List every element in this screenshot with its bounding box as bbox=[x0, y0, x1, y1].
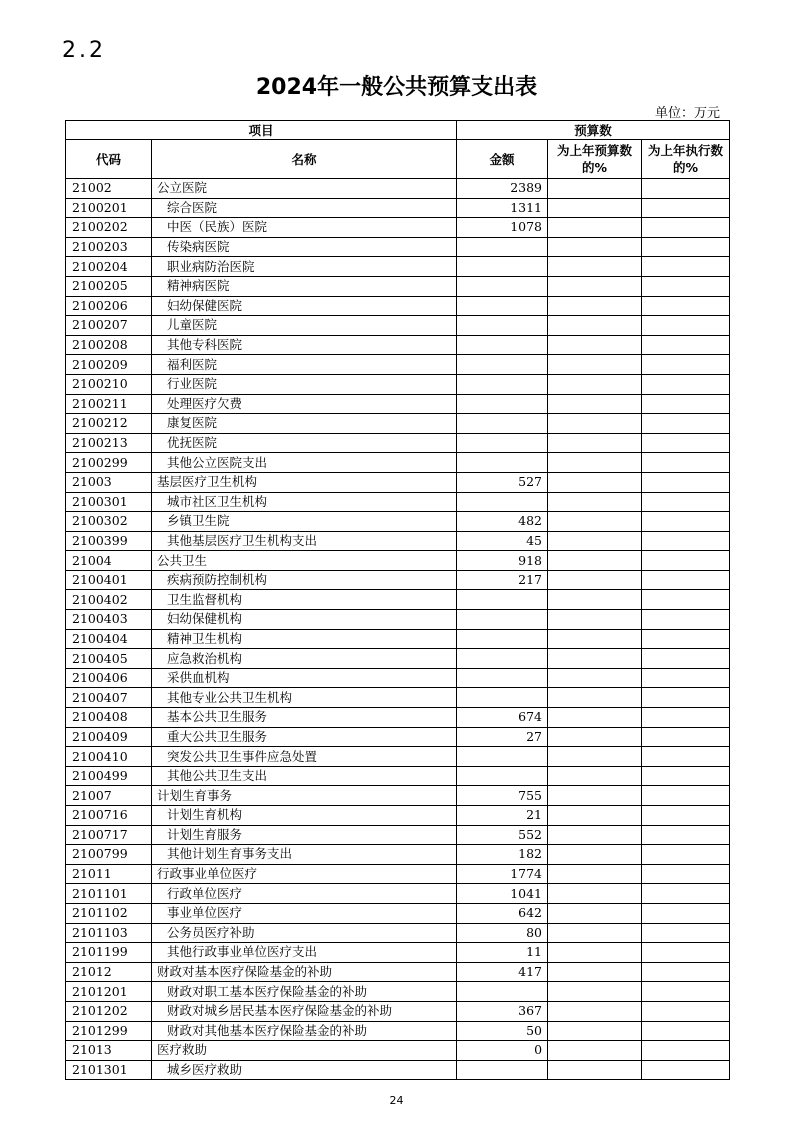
row-code: 21011 bbox=[66, 864, 152, 884]
row-amount bbox=[457, 610, 548, 630]
table-row bbox=[66, 1060, 730, 1080]
row-pct-prev-exec bbox=[642, 1060, 730, 1080]
row-amount: 11 bbox=[457, 943, 548, 963]
row-pct-prev-budget bbox=[548, 1001, 642, 1021]
row-pct-prev-budget bbox=[548, 668, 642, 688]
table-row bbox=[66, 688, 730, 708]
row-name: 财政对其他基本医疗保险基金的补助 bbox=[152, 1021, 457, 1041]
row-name: 计划生育服务 bbox=[152, 825, 457, 845]
row-code: 2100207 bbox=[66, 316, 152, 336]
row-pct-prev-exec bbox=[642, 551, 730, 571]
row-amount: 80 bbox=[457, 923, 548, 943]
row-code: 21004 bbox=[66, 551, 152, 571]
row-name: 医疗救助 bbox=[152, 1041, 457, 1061]
row-amount: 1774 bbox=[457, 864, 548, 884]
table-row bbox=[66, 316, 730, 336]
row-name: 行业医院 bbox=[152, 374, 457, 394]
row-amount bbox=[457, 747, 548, 767]
row-pct-prev-exec bbox=[642, 629, 730, 649]
row-code: 2100406 bbox=[66, 668, 152, 688]
row-pct-prev-budget bbox=[548, 355, 642, 375]
row-name: 计划生育事务 bbox=[152, 786, 457, 806]
table-row bbox=[66, 237, 730, 257]
row-amount bbox=[457, 590, 548, 610]
row-name: 精神卫生机构 bbox=[152, 629, 457, 649]
row-code: 2100213 bbox=[66, 433, 152, 453]
row-pct-prev-budget bbox=[548, 649, 642, 669]
row-pct-prev-exec bbox=[642, 296, 730, 316]
row-amount: 1041 bbox=[457, 884, 548, 904]
table-row bbox=[66, 179, 730, 199]
table-row bbox=[66, 727, 730, 747]
row-pct-prev-budget bbox=[548, 884, 642, 904]
table-row bbox=[66, 394, 730, 414]
row-amount: 527 bbox=[457, 472, 548, 492]
row-pct-prev-budget bbox=[548, 433, 642, 453]
row-name: 计划生育机构 bbox=[152, 806, 457, 826]
table-row bbox=[66, 414, 730, 434]
header-pct-prev-exec: 为上年执行数的% bbox=[642, 140, 730, 179]
row-pct-prev-budget bbox=[548, 864, 642, 884]
row-code: 21002 bbox=[66, 179, 152, 199]
table-row bbox=[66, 982, 730, 1002]
row-code: 2100212 bbox=[66, 414, 152, 434]
row-name: 处理医疗欠费 bbox=[152, 394, 457, 414]
row-amount bbox=[457, 414, 548, 434]
table-row bbox=[66, 590, 730, 610]
row-amount: 2389 bbox=[457, 179, 548, 199]
row-pct-prev-exec bbox=[642, 355, 730, 375]
row-code: 2101299 bbox=[66, 1021, 152, 1041]
row-pct-prev-budget bbox=[548, 1060, 642, 1080]
table-row bbox=[66, 766, 730, 786]
row-pct-prev-budget bbox=[548, 472, 642, 492]
row-pct-prev-budget bbox=[548, 316, 642, 336]
row-pct-prev-exec bbox=[642, 1001, 730, 1021]
row-name: 中医（民族）医院 bbox=[152, 218, 457, 238]
row-pct-prev-budget bbox=[548, 551, 642, 571]
table-row bbox=[66, 825, 730, 845]
row-code: 2100205 bbox=[66, 276, 152, 296]
row-amount bbox=[457, 668, 548, 688]
row-pct-prev-exec bbox=[642, 472, 730, 492]
row-name: 应急救治机构 bbox=[152, 649, 457, 669]
table-row bbox=[66, 531, 730, 551]
header-amount: 金额 bbox=[457, 140, 548, 179]
header-code: 代码 bbox=[66, 140, 152, 179]
row-pct-prev-budget bbox=[548, 962, 642, 982]
table-row bbox=[66, 845, 730, 865]
row-name: 财政对城乡居民基本医疗保险基金的补助 bbox=[152, 1001, 457, 1021]
row-pct-prev-exec bbox=[642, 276, 730, 296]
table-row bbox=[66, 806, 730, 826]
table-row bbox=[66, 335, 730, 355]
row-code: 2100402 bbox=[66, 590, 152, 610]
row-name: 公务员医疗补助 bbox=[152, 923, 457, 943]
table-row bbox=[66, 218, 730, 238]
row-pct-prev-budget bbox=[548, 943, 642, 963]
row-amount: 417 bbox=[457, 962, 548, 982]
table-row bbox=[66, 276, 730, 296]
row-amount bbox=[457, 257, 548, 277]
row-code: 2101301 bbox=[66, 1060, 152, 1080]
row-name: 疾病预防控制机构 bbox=[152, 570, 457, 590]
row-pct-prev-exec bbox=[642, 923, 730, 943]
row-name: 突发公共卫生事件应急处置 bbox=[152, 747, 457, 767]
row-pct-prev-exec bbox=[642, 335, 730, 355]
row-code: 2100799 bbox=[66, 845, 152, 865]
row-pct-prev-budget bbox=[548, 786, 642, 806]
row-amount bbox=[457, 296, 548, 316]
row-pct-prev-budget bbox=[548, 590, 642, 610]
table-row bbox=[66, 296, 730, 316]
table-row bbox=[66, 492, 730, 512]
row-name: 其他行政事业单位医疗支出 bbox=[152, 943, 457, 963]
row-code: 2101101 bbox=[66, 884, 152, 904]
row-pct-prev-budget bbox=[548, 257, 642, 277]
table-row bbox=[66, 786, 730, 806]
row-amount bbox=[457, 276, 548, 296]
row-pct-prev-budget bbox=[548, 512, 642, 532]
row-pct-prev-budget bbox=[548, 1041, 642, 1061]
row-pct-prev-exec bbox=[642, 316, 730, 336]
row-pct-prev-exec bbox=[642, 1041, 730, 1061]
table-row bbox=[66, 747, 730, 767]
row-code: 2100302 bbox=[66, 512, 152, 532]
section-number: 2.2 bbox=[62, 38, 106, 63]
row-pct-prev-budget bbox=[548, 218, 642, 238]
table-row bbox=[66, 257, 730, 277]
row-name: 精神病医院 bbox=[152, 276, 457, 296]
row-code: 2100399 bbox=[66, 531, 152, 551]
table-row bbox=[66, 864, 730, 884]
row-pct-prev-exec bbox=[642, 943, 730, 963]
row-name: 事业单位医疗 bbox=[152, 903, 457, 923]
row-code: 2101201 bbox=[66, 982, 152, 1002]
table-row bbox=[66, 551, 730, 571]
row-code: 2100206 bbox=[66, 296, 152, 316]
row-amount: 918 bbox=[457, 551, 548, 571]
row-name: 城乡医疗救助 bbox=[152, 1060, 457, 1080]
row-name: 采供血机构 bbox=[152, 668, 457, 688]
table-row bbox=[66, 1001, 730, 1021]
header-pct-prev-budget: 为上年预算数的% bbox=[548, 140, 642, 179]
row-pct-prev-exec bbox=[642, 903, 730, 923]
row-pct-prev-exec bbox=[642, 884, 730, 904]
unit-label: 单位：万元 bbox=[654, 106, 720, 121]
row-pct-prev-budget bbox=[548, 570, 642, 590]
row-code: 2101202 bbox=[66, 1001, 152, 1021]
row-amount: 552 bbox=[457, 825, 548, 845]
row-amount bbox=[457, 629, 548, 649]
table-row bbox=[66, 355, 730, 375]
row-pct-prev-exec bbox=[642, 492, 730, 512]
row-amount bbox=[457, 335, 548, 355]
row-amount: 27 bbox=[457, 727, 548, 747]
row-amount: 182 bbox=[457, 845, 548, 865]
row-name: 乡镇卫生院 bbox=[152, 512, 457, 532]
row-pct-prev-exec bbox=[642, 394, 730, 414]
row-pct-prev-exec bbox=[642, 374, 730, 394]
row-amount bbox=[457, 374, 548, 394]
row-name: 康复医院 bbox=[152, 414, 457, 434]
row-name: 财政对职工基本医疗保险基金的补助 bbox=[152, 982, 457, 1002]
row-code: 2100203 bbox=[66, 237, 152, 257]
table-row bbox=[66, 884, 730, 904]
row-name: 行政单位医疗 bbox=[152, 884, 457, 904]
row-amount: 642 bbox=[457, 903, 548, 923]
row-pct-prev-exec bbox=[642, 198, 730, 218]
row-pct-prev-exec bbox=[642, 218, 730, 238]
row-amount: 0 bbox=[457, 1041, 548, 1061]
table-row bbox=[66, 903, 730, 923]
row-code: 2100716 bbox=[66, 806, 152, 826]
row-pct-prev-budget bbox=[548, 394, 642, 414]
row-pct-prev-exec bbox=[642, 982, 730, 1002]
row-pct-prev-exec bbox=[642, 590, 730, 610]
table-row bbox=[66, 629, 730, 649]
row-amount bbox=[457, 1060, 548, 1080]
row-code: 2100209 bbox=[66, 355, 152, 375]
row-pct-prev-exec bbox=[642, 962, 730, 982]
row-code: 2100408 bbox=[66, 708, 152, 728]
row-amount: 1311 bbox=[457, 198, 548, 218]
row-pct-prev-exec bbox=[642, 237, 730, 257]
row-amount: 367 bbox=[457, 1001, 548, 1021]
table-row bbox=[66, 374, 730, 394]
table-row bbox=[66, 962, 730, 982]
row-pct-prev-budget bbox=[548, 903, 642, 923]
row-pct-prev-exec bbox=[642, 610, 730, 630]
row-pct-prev-exec bbox=[642, 786, 730, 806]
row-amount bbox=[457, 237, 548, 257]
row-pct-prev-exec bbox=[642, 688, 730, 708]
table-body bbox=[66, 179, 730, 1080]
row-pct-prev-exec bbox=[642, 727, 730, 747]
table-row bbox=[66, 923, 730, 943]
row-amount: 1078 bbox=[457, 218, 548, 238]
row-pct-prev-budget bbox=[548, 1021, 642, 1041]
row-name: 其他专科医院 bbox=[152, 335, 457, 355]
header-budget: 预算数 bbox=[457, 121, 730, 140]
budget-table bbox=[65, 120, 730, 1080]
row-pct-prev-budget bbox=[548, 982, 642, 1002]
row-code: 2100401 bbox=[66, 570, 152, 590]
row-pct-prev-exec bbox=[642, 257, 730, 277]
row-amount bbox=[457, 688, 548, 708]
row-amount bbox=[457, 766, 548, 786]
row-amount bbox=[457, 982, 548, 1002]
row-pct-prev-exec bbox=[642, 845, 730, 865]
page-title: 2024年一般公共预算支出表 bbox=[255, 75, 538, 100]
row-code: 2101102 bbox=[66, 903, 152, 923]
table-row bbox=[66, 472, 730, 492]
row-name: 妇幼保健机构 bbox=[152, 610, 457, 630]
row-code: 2100407 bbox=[66, 688, 152, 708]
row-pct-prev-budget bbox=[548, 727, 642, 747]
row-name: 卫生监督机构 bbox=[152, 590, 457, 610]
row-pct-prev-budget bbox=[548, 492, 642, 512]
row-name: 公共卫生 bbox=[152, 551, 457, 571]
row-code: 2100403 bbox=[66, 610, 152, 630]
row-pct-prev-exec bbox=[642, 531, 730, 551]
row-code: 21003 bbox=[66, 472, 152, 492]
row-amount bbox=[457, 433, 548, 453]
row-code: 2100202 bbox=[66, 218, 152, 238]
row-name: 优抚医院 bbox=[152, 433, 457, 453]
row-pct-prev-budget bbox=[548, 825, 642, 845]
row-pct-prev-budget bbox=[548, 766, 642, 786]
row-pct-prev-budget bbox=[548, 276, 642, 296]
row-pct-prev-exec bbox=[642, 512, 730, 532]
row-name: 综合医院 bbox=[152, 198, 457, 218]
row-pct-prev-exec bbox=[642, 766, 730, 786]
row-code: 21013 bbox=[66, 1041, 152, 1061]
row-code: 2100211 bbox=[66, 394, 152, 414]
row-pct-prev-budget bbox=[548, 747, 642, 767]
row-code: 2100405 bbox=[66, 649, 152, 669]
table-row bbox=[66, 649, 730, 669]
row-code: 2100404 bbox=[66, 629, 152, 649]
row-pct-prev-exec bbox=[642, 179, 730, 199]
row-code: 2100210 bbox=[66, 374, 152, 394]
row-amount: 45 bbox=[457, 531, 548, 551]
row-name: 基本公共卫生服务 bbox=[152, 708, 457, 728]
row-name: 城市社区卫生机构 bbox=[152, 492, 457, 512]
row-pct-prev-exec bbox=[642, 668, 730, 688]
row-name: 传染病医院 bbox=[152, 237, 457, 257]
row-code: 2100208 bbox=[66, 335, 152, 355]
row-amount bbox=[457, 355, 548, 375]
table-row bbox=[66, 708, 730, 728]
row-name: 基层医疗卫生机构 bbox=[152, 472, 457, 492]
row-code: 2100717 bbox=[66, 825, 152, 845]
row-code: 21007 bbox=[66, 786, 152, 806]
row-pct-prev-budget bbox=[548, 296, 642, 316]
row-pct-prev-budget bbox=[548, 374, 642, 394]
row-name: 行政事业单位医疗 bbox=[152, 864, 457, 884]
row-amount: 755 bbox=[457, 786, 548, 806]
row-name: 财政对基本医疗保险基金的补助 bbox=[152, 962, 457, 982]
row-code: 2100299 bbox=[66, 453, 152, 473]
table-row bbox=[66, 610, 730, 630]
row-pct-prev-budget bbox=[548, 923, 642, 943]
row-amount: 21 bbox=[457, 806, 548, 826]
row-pct-prev-budget bbox=[548, 688, 642, 708]
row-code: 2101199 bbox=[66, 943, 152, 963]
row-pct-prev-budget bbox=[548, 335, 642, 355]
row-pct-prev-budget bbox=[548, 179, 642, 199]
row-amount bbox=[457, 492, 548, 512]
row-pct-prev-exec bbox=[642, 433, 730, 453]
row-code: 2101103 bbox=[66, 923, 152, 943]
row-amount: 674 bbox=[457, 708, 548, 728]
row-amount bbox=[457, 316, 548, 336]
row-pct-prev-budget bbox=[548, 531, 642, 551]
row-code: 21012 bbox=[66, 962, 152, 982]
header-name: 名称 bbox=[152, 140, 457, 179]
row-name: 其他计划生育事务支出 bbox=[152, 845, 457, 865]
row-name: 其他公立医院支出 bbox=[152, 453, 457, 473]
row-pct-prev-budget bbox=[548, 453, 642, 473]
row-pct-prev-budget bbox=[548, 198, 642, 218]
row-name: 福利医院 bbox=[152, 355, 457, 375]
page-number: 24 bbox=[389, 1094, 404, 1107]
table-row bbox=[66, 198, 730, 218]
row-pct-prev-exec bbox=[642, 1021, 730, 1041]
row-name: 其他公共卫生支出 bbox=[152, 766, 457, 786]
row-code: 2100201 bbox=[66, 198, 152, 218]
row-code: 2100499 bbox=[66, 766, 152, 786]
table-row bbox=[66, 943, 730, 963]
row-name: 职业病防治医院 bbox=[152, 257, 457, 277]
row-pct-prev-exec bbox=[642, 747, 730, 767]
row-code: 2100204 bbox=[66, 257, 152, 277]
row-amount: 217 bbox=[457, 570, 548, 590]
row-amount: 50 bbox=[457, 1021, 548, 1041]
row-pct-prev-exec bbox=[642, 708, 730, 728]
row-name: 儿童医院 bbox=[152, 316, 457, 336]
row-pct-prev-exec bbox=[642, 453, 730, 473]
row-code: 2100301 bbox=[66, 492, 152, 512]
row-name: 其他专业公共卫生机构 bbox=[152, 688, 457, 708]
header-item: 项目 bbox=[66, 121, 457, 140]
row-amount bbox=[457, 649, 548, 669]
table-row bbox=[66, 512, 730, 532]
row-code: 2100410 bbox=[66, 747, 152, 767]
row-pct-prev-exec bbox=[642, 649, 730, 669]
row-pct-prev-budget bbox=[548, 629, 642, 649]
row-amount bbox=[457, 394, 548, 414]
table-row bbox=[66, 433, 730, 453]
row-pct-prev-exec bbox=[642, 864, 730, 884]
table-row bbox=[66, 668, 730, 688]
row-name: 其他基层医疗卫生机构支出 bbox=[152, 531, 457, 551]
row-pct-prev-budget bbox=[548, 610, 642, 630]
row-name: 重大公共卫生服务 bbox=[152, 727, 457, 747]
row-pct-prev-budget bbox=[548, 414, 642, 434]
row-name: 公立医院 bbox=[152, 179, 457, 199]
row-pct-prev-exec bbox=[642, 414, 730, 434]
row-pct-prev-budget bbox=[548, 708, 642, 728]
row-name: 妇幼保健医院 bbox=[152, 296, 457, 316]
row-amount: 482 bbox=[457, 512, 548, 532]
table-row bbox=[66, 570, 730, 590]
table-row bbox=[66, 453, 730, 473]
table-row bbox=[66, 1021, 730, 1041]
row-pct-prev-budget bbox=[548, 806, 642, 826]
row-amount bbox=[457, 453, 548, 473]
row-pct-prev-exec bbox=[642, 570, 730, 590]
table-row bbox=[66, 1041, 730, 1061]
row-pct-prev-exec bbox=[642, 806, 730, 826]
row-code: 2100409 bbox=[66, 727, 152, 747]
row-pct-prev-budget bbox=[548, 237, 642, 257]
row-pct-prev-exec bbox=[642, 825, 730, 845]
row-pct-prev-budget bbox=[548, 845, 642, 865]
